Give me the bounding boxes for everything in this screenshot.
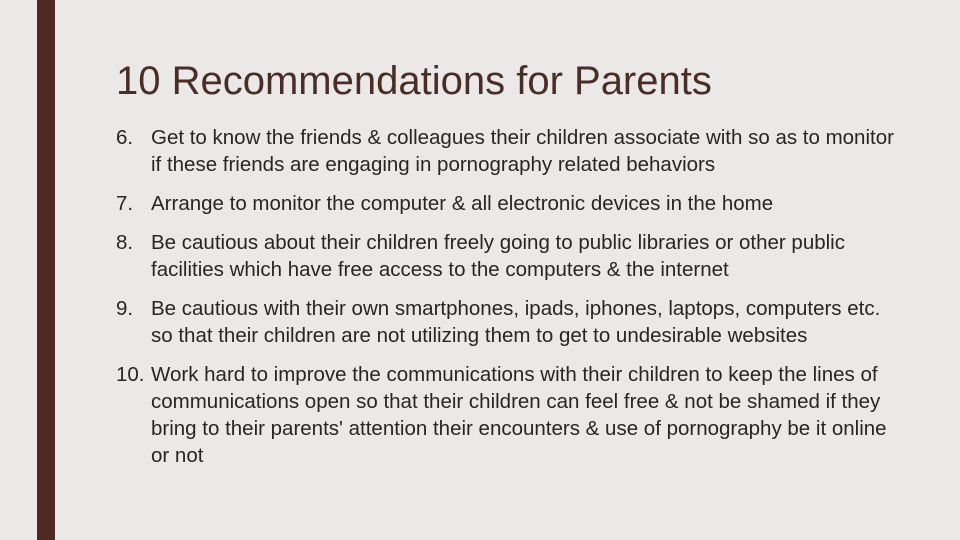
item-number: 9.	[116, 297, 134, 320]
item-number: 10.	[116, 363, 145, 386]
recommendations-list	[116, 124, 906, 481]
item-number: 7.	[116, 192, 134, 215]
slide-title: 10 Recommendations for Parents	[116, 59, 712, 103]
list-item	[116, 229, 906, 283]
item-number: 6.	[116, 126, 134, 149]
list-item	[116, 190, 906, 217]
list-item	[116, 124, 906, 178]
item-number: 8.	[116, 231, 134, 254]
item-text: Be cautious with their own smartphones, ipads, iphones, laptops, computers etc. so that their children are not utilizing them to get to undesirable websites	[151, 297, 881, 347]
list-item	[116, 295, 906, 349]
item-text: Work hard to improve the communications with their children to keep the lines of communications open so that their children can feel free & not be shamed if they bring to their parents' attention their encounters & use of pornography be it online or not	[151, 363, 887, 467]
item-text: Be cautious about their children freely going to public libraries or other public facilities which have free access to the computers & the internet	[151, 231, 845, 281]
accent-bar	[37, 0, 55, 540]
item-text: Arrange to monitor the computer & all electronic devices in the home	[151, 192, 774, 215]
item-text: Get to know the friends & colleagues their children associate with so as to monitor if these friends are engaging in pornography related behaviors	[151, 126, 894, 176]
list-item	[116, 361, 906, 469]
